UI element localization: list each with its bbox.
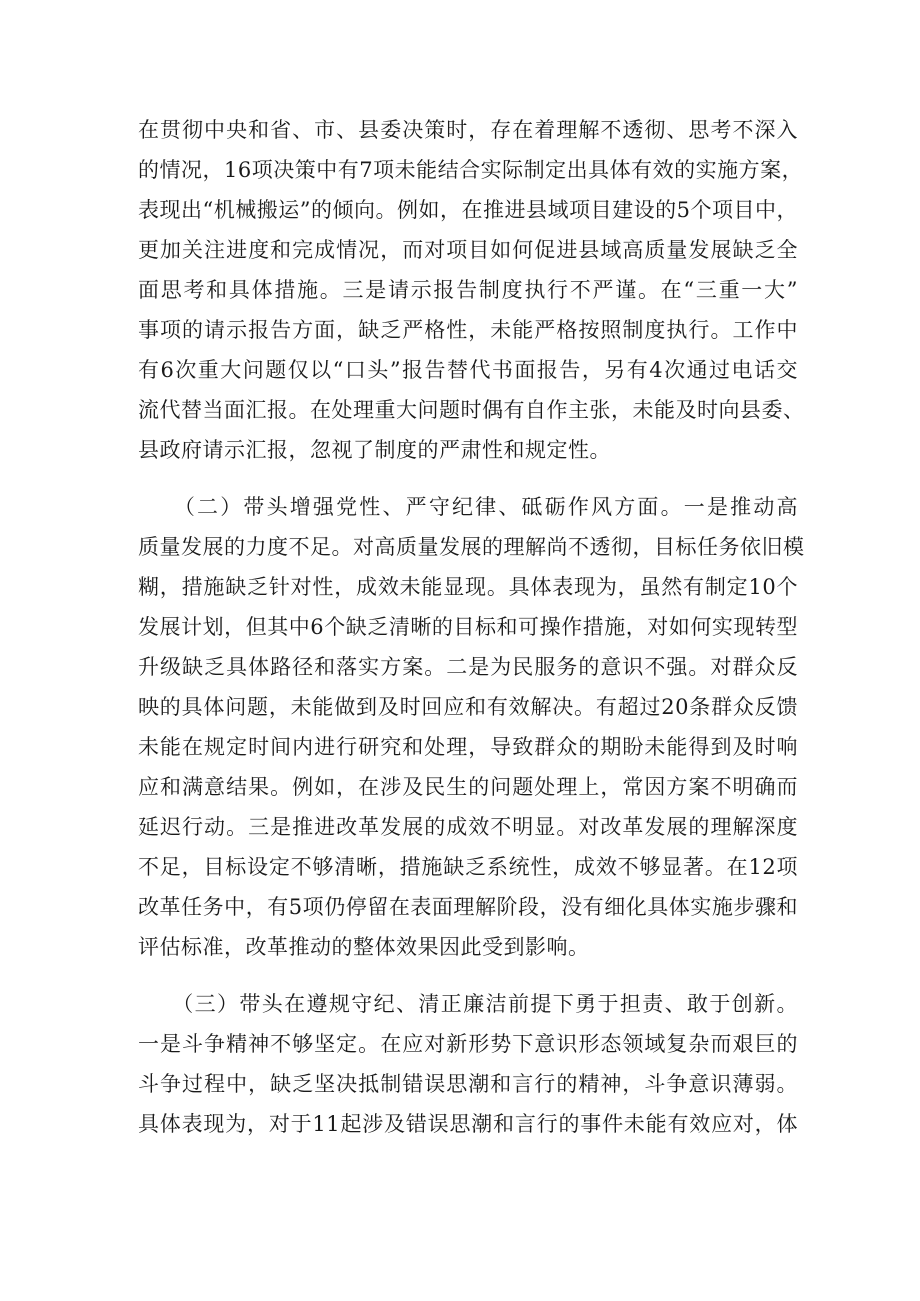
text-line: 更加关注进度和完成情况，而对项目如何促进县域高质量发展缺乏全 (138, 238, 798, 262)
text-line: 有6次重大问题仅以“口头”报告替代书面报告，另有4次通过电话交 (138, 358, 798, 382)
text-line: 发展计划，但其中6个缺乏清晰的目标和可操作措施，对如何实现转型 (138, 615, 798, 639)
text-line: 质量发展的力度不足。对高质量发展的理解尚不透彻，目标任务依旧模 (138, 535, 805, 559)
text-line: 糊，措施缺乏针对性，成效未能显现。具体表现为，虽然有制定10个 (138, 575, 798, 599)
text-line: （三）带头在遵规守纪、清正廉洁前提下勇于担责、敢于创新。 (138, 992, 798, 1016)
text-line: 县政府请示汇报，忽视了制度的严肃性和规定性。 (138, 438, 611, 462)
text-line: 应和满意结果。例如，在涉及民生的问题处理上，常因方案不明确而 (138, 775, 798, 799)
paragraph-1 (138, 110, 805, 470)
text-line: 升级缺乏具体路径和落实方案。二是为民服务的意识不强。对群众反 (138, 655, 798, 679)
text-line: 映的具体问题，未能做到及时回应和有效解决。有超过20条群众反馈 (138, 695, 798, 719)
text-line: 表现出“机械搬运”的倾向。例如，在推进县域项目建设的5个项目中， (138, 198, 798, 222)
paragraph-spacer (138, 967, 798, 984)
text-line: 评估标准，改革推动的整体效果因此受到影响。 (138, 935, 590, 959)
document-body (138, 110, 805, 1144)
text-line: 改革任务中，有5项仍停留在表面理解阶段，没有细化具体实施步骤和 (138, 895, 798, 919)
text-line: 面思考和具体措施。三是请示报告制度执行不严谨。在“三重一大” (138, 278, 798, 302)
text-line: 不足，目标设定不够清晰，措施缺乏系统性，成效不够显著。在12项 (138, 855, 798, 879)
text-line: 斗争过程中，缺乏坚决抵制错误思潮和言行的精神，斗争意识薄弱。 (138, 1072, 798, 1096)
paragraph-3 (138, 984, 798, 1144)
text-line: 在贯彻中央和省、市、县委决策时，存在着理解不透彻、思考不深入 (138, 118, 798, 142)
text-line: 未能在规定时间内进行研究和处理，导致群众的期盼未能得到及时响 (138, 735, 798, 759)
text-line: 具体表现为，对于11起涉及错误思潮和言行的事件未能有效应对，体 (138, 1112, 798, 1136)
paragraph-2 (138, 487, 805, 967)
text-line: 事项的请示报告方面，缺乏严格性，未能严格按照制度执行。工作中 (138, 318, 798, 342)
text-line: 延迟行动。三是推进改革发展的成效不明显。对改革发展的理解深度 (138, 815, 798, 839)
text-line: 一是斗争精神不够坚定。在应对新形势下意识形态领域复杂而艰巨的 (138, 1032, 798, 1056)
paragraph-spacer (138, 470, 798, 487)
text-line: 的情况，16项决策中有7项未能结合实际制定出具体有效的实施方案， (138, 158, 804, 182)
text-line: （二）带头增强党性、严守纪律、砥砺作风方面。一是推动高 (138, 495, 798, 519)
text-line: 流代替当面汇报。在处理重大问题时偶有自作主张，未能及时向县委、 (138, 398, 805, 422)
